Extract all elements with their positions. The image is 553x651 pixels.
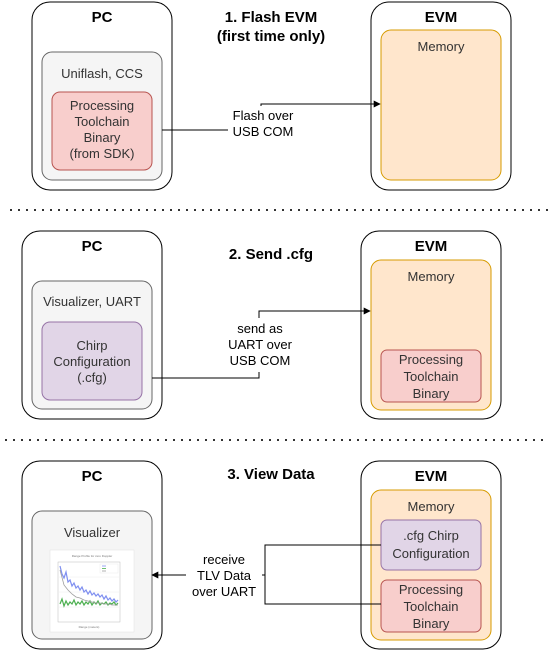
chirp-label-line: Configuration [392,546,470,561]
memory-label: Memory [417,39,465,54]
pc-title: PC [81,238,103,255]
section-3 [22,461,501,649]
evm-title: EVM [414,468,448,485]
tool-label: Uniflash, CCS [61,66,143,81]
chirp-label-line: Configuration [53,354,131,369]
chirp-label-line: (.cfg) [77,370,107,385]
step-title: 1. Flash EVM [224,9,318,26]
edge-label: UART over [228,337,292,352]
tool-label: Visualizer, UART [43,294,141,309]
edge-label: over UART [191,584,257,599]
tool-label: Visualizer [63,525,121,540]
edge-label: Flash over [232,108,294,123]
binary-label-line: Binary [412,616,450,631]
pc-title: PC [91,9,113,26]
evm-title: EVM [424,9,458,26]
edge-label: USB COM [229,353,291,368]
thumbnail-xlabel: Range (meters) [78,625,100,629]
chirp-label-line: Chirp [76,338,108,353]
evm-title: EVM [414,238,448,255]
step-title: (first time only) [216,28,326,45]
thumbnail-title: Range Profile for zero Doppler [71,554,113,558]
binary-label-line: (from SDK) [69,146,135,161]
section-1 [32,2,511,190]
pc-title: PC [81,468,103,485]
edge-label: send as [237,321,283,336]
memory-label: Memory [407,499,455,514]
section-2 [22,231,501,419]
binary-label-line: Toolchain [403,599,459,614]
edge-label: USB COM [232,124,294,139]
binary-label-line: Processing [69,98,135,113]
plot-thumbnail [50,550,134,632]
edge-label: receive [203,552,245,567]
binary-label-line: Binary [83,130,121,145]
binary-label-line: Toolchain [74,114,130,129]
step-title: 2. Send .cfg [228,246,314,263]
binary-label-line: Processing [398,582,464,597]
binary-label-line: Binary [412,386,450,401]
step-title: 3. View Data [227,466,315,483]
binary-label-line: Toolchain [403,369,459,384]
memory-label: Memory [407,269,455,284]
binary-label-line: Processing [398,352,464,367]
chirp-label-line: .cfg Chirp [403,528,459,543]
edge-label: TLV Data [197,568,251,583]
